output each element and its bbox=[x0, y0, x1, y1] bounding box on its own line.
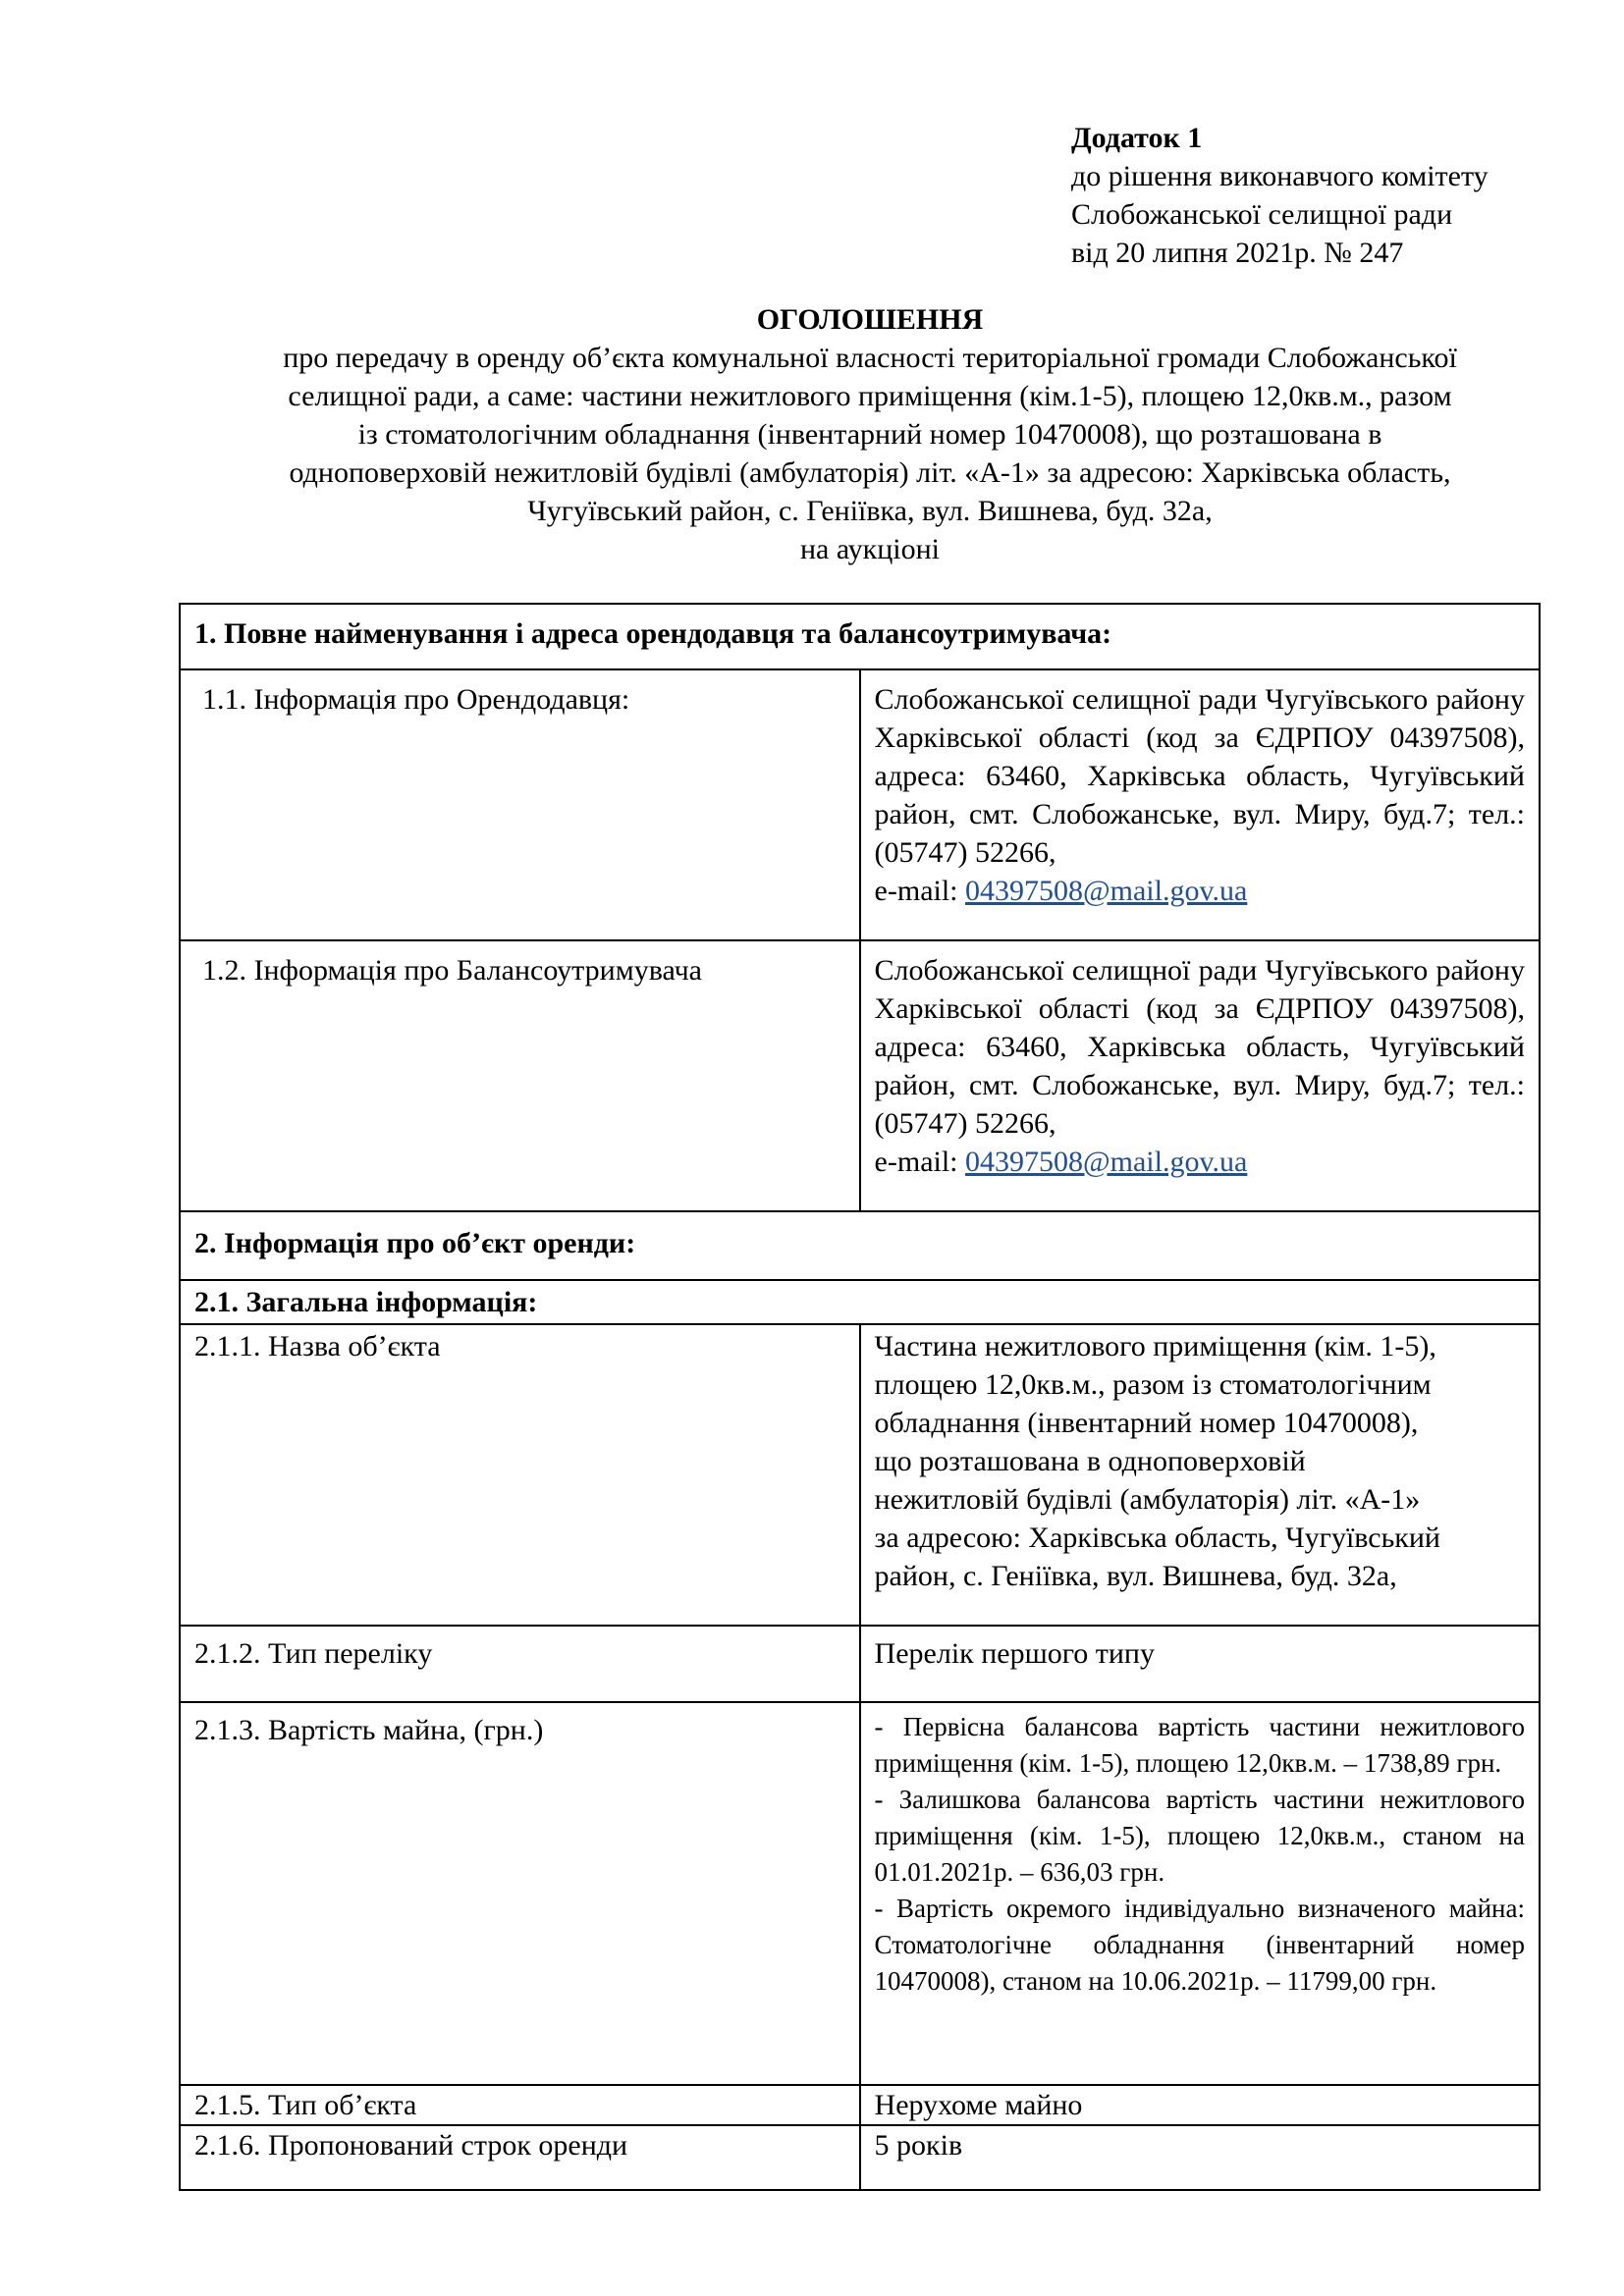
cost-paragraph: - Залишкова балансова вартість частини нежитлового приміщення (кім. 1-5), площею 12,0кв.м., станом на 01.01.2021р. – 636,03 грн. bbox=[874, 1785, 1525, 1887]
row-value bbox=[860, 940, 1540, 1211]
row-value bbox=[860, 1324, 1540, 1626]
table-row bbox=[180, 1324, 1540, 1626]
section-heading: 1. Повне найменування і адреса орендодавця та балансоутримувача: bbox=[180, 604, 1540, 669]
row-label: 2.1.2. Тип переліку bbox=[180, 1626, 860, 1702]
object-name-line: район, с. Геніївка, вул. Вишнева, буд. 32а, bbox=[874, 1560, 1397, 1592]
object-name-line: за адресою: Харківська область, Чугуївський bbox=[874, 1522, 1440, 1554]
email-link[interactable]: 04397508@mail.gov.ua bbox=[965, 875, 1248, 907]
row-label: 2.1.3. Вартість майна, (грн.) bbox=[180, 1702, 860, 2085]
cost-paragraph: - Вартість окремого індивідуально визначеного майна: Стоматологічне обладнання (інвентарний номер 10470008), станом на 10.06.2021р. – 11799,00 грн. bbox=[874, 1894, 1525, 1996]
table-row bbox=[180, 2125, 1540, 2190]
balance-holder-info: Слобожанської селищної ради Чугуївського району Харківської області (код за ЄДРПОУ 04397508), адреса: 63460, Харківська область, Чугуївський район, смт. Слобожанське, вул. Миру, буд.7; тел.: (05747) 52266, bbox=[874, 954, 1525, 1140]
table-row bbox=[180, 1702, 1540, 2085]
table-row bbox=[180, 1626, 1540, 1702]
announcement-line: із стоматологічним обладнання (інвентарний номер 10470008), що розташована в bbox=[357, 418, 1382, 451]
info-table bbox=[179, 603, 1541, 2191]
appendix-line: Слобожанської селищної ради bbox=[1071, 198, 1453, 231]
table-row bbox=[180, 1280, 1540, 1324]
announcement-line: на аукціоні bbox=[799, 533, 941, 565]
row-value: 5 років bbox=[860, 2125, 1540, 2190]
section-heading: 2. Інформація про об’єкт оренди: bbox=[180, 1211, 1540, 1280]
email-line bbox=[875, 872, 1525, 910]
appendix-title: Додаток 1 bbox=[1071, 122, 1203, 154]
email-link[interactable]: 04397508@mail.gov.ua bbox=[965, 1146, 1248, 1178]
announcement-line: про передачу в оренду об’єкта комунальної власності територіальної громади Слобожанської bbox=[283, 342, 1457, 374]
email-line bbox=[875, 1143, 1525, 1181]
cost-paragraph: - Первісна балансова вартість частини нежитлового приміщення (кім. 1-5), площею 12,0кв.м. – 1738,89 грн. bbox=[874, 1712, 1525, 1778]
row-value: Перелік першого типу bbox=[860, 1626, 1540, 1702]
object-name-line: площею 12,0кв.м., разом із стоматологічним bbox=[874, 1368, 1432, 1401]
announcement-title: ОГОЛОШЕННЯ bbox=[756, 303, 984, 336]
row-label: 1.1. Інформація про Орендодавця: bbox=[180, 669, 860, 940]
table-row bbox=[180, 2085, 1540, 2125]
announcement-heading bbox=[173, 300, 1567, 568]
table-row bbox=[180, 1211, 1540, 1280]
object-name-line: Частина нежитлового приміщення (кім. 1-5), bbox=[874, 1330, 1436, 1362]
lessor-info: Слобожанської селищної ради Чугуївського району Харківської області (код за ЄДРПОУ 04397508), адреса: 63460, Харківська область, Чугуївський район, смт. Слобожанське, вул. Миру, буд.7; тел.: (05747) 52266, bbox=[874, 683, 1525, 869]
object-name-line: нежитловій будівлі (амбулаторія) літ. «А-1» bbox=[874, 1483, 1421, 1516]
object-name-line: обладнання (інвентарний номер 10470008), bbox=[874, 1407, 1419, 1439]
row-value: Нерухоме майно bbox=[860, 2085, 1540, 2125]
row-label: 2.1.5. Тип об’єкта bbox=[180, 2085, 860, 2125]
row-label: 1.2. Інформація про Балансоутримувача bbox=[180, 940, 860, 1211]
email-prefix: e-mail: bbox=[874, 1146, 966, 1178]
row-value bbox=[860, 1702, 1540, 2085]
table-row bbox=[180, 604, 1540, 669]
email-prefix: e-mail: bbox=[874, 875, 966, 907]
announcement-line: Чугуївський район, с. Геніївка, вул. Вишнева, буд. 32а, bbox=[527, 495, 1213, 527]
table-row bbox=[180, 940, 1540, 1211]
object-name-line: що розташована в одноповерховій bbox=[874, 1445, 1306, 1477]
row-label: 2.1.6. Пропонований строк оренди bbox=[180, 2125, 860, 2190]
row-label: 2.1.1. Назва об’єкта bbox=[180, 1324, 860, 1626]
appendix-block bbox=[1071, 119, 1489, 272]
announcement-line: одноповерховій нежитловій будівлі (амбулаторія) літ. «А-1» за адресою: Харківська область, bbox=[289, 456, 1451, 489]
table-row bbox=[180, 669, 1540, 940]
appendix-line: від 20 липня 2021р. № 247 bbox=[1071, 237, 1404, 269]
row-value bbox=[860, 669, 1540, 940]
appendix-line: до рішення виконавчого комітету bbox=[1071, 160, 1489, 192]
section-heading: 2.1. Загальна інформація: bbox=[180, 1280, 1540, 1324]
announcement-line: селищної ради, а саме: частини нежитлового приміщення (кім.1-5), площею 12,0кв.м., разом bbox=[288, 380, 1452, 412]
